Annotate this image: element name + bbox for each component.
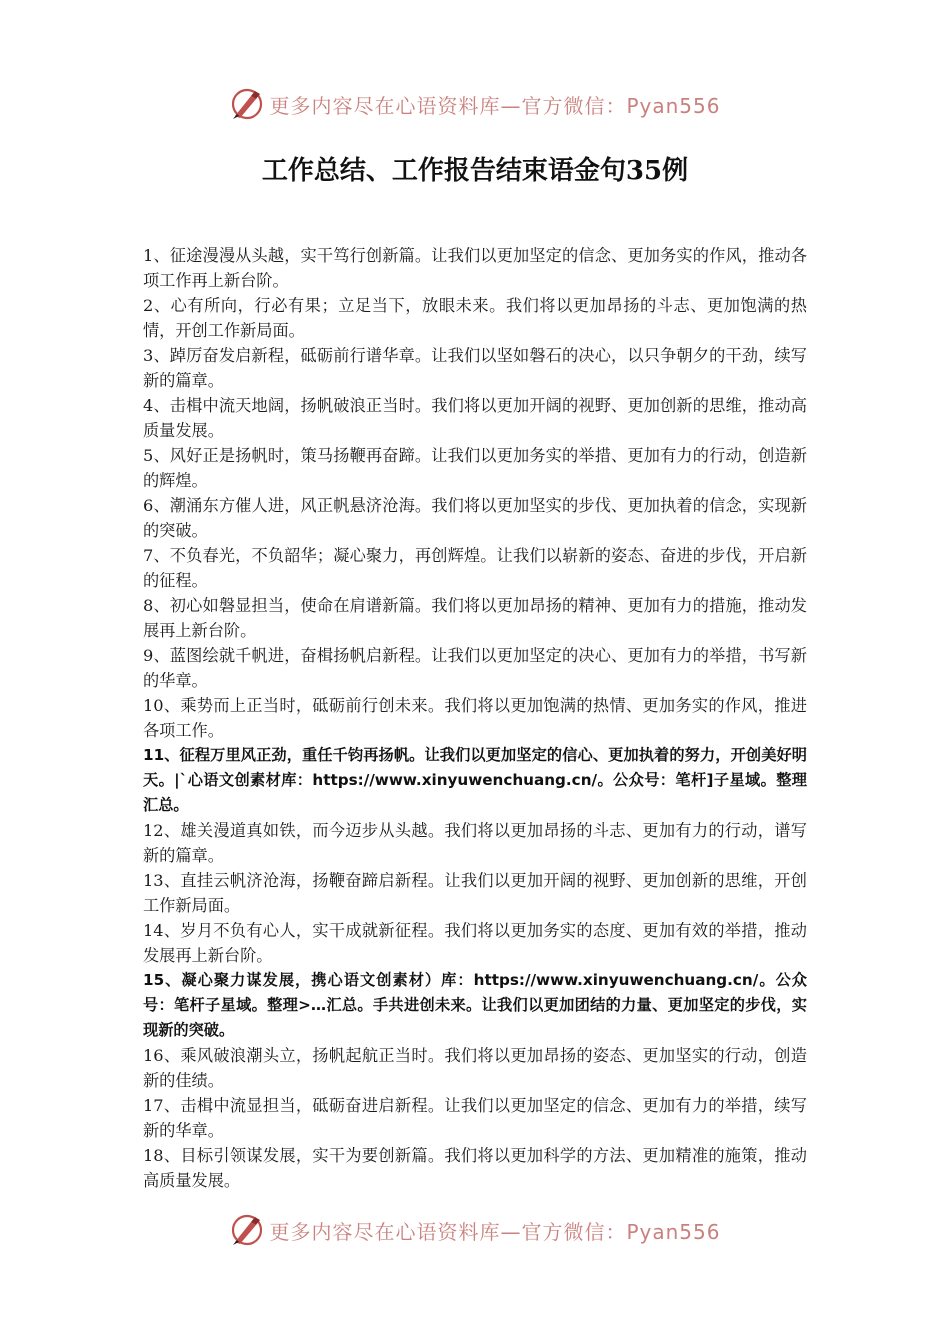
list-item: 3、踔厉奋发启新程，砥砺前行谱华章。让我们以坚如磐石的决心，以只争朝夕的干劲，续写新的篇章。 xyxy=(143,346,807,390)
list-item: 15、凝心聚力谋发展，携心语文创素材）库：https://www.xinyuwenchuang.cn/。公众号：笔杆子星域。整理>…汇总。手共进创未来。让我们以更加团结的力量、更加坚定的步伐，实现新的突破。 xyxy=(143,971,807,1039)
list-item: 18、目标引领谋发展，实干为要创新篇。我们将以更加科学的方法、更加精准的施策，推动高质量发展。 xyxy=(143,1146,807,1190)
list-item: 2、心有所向，行必有果；立足当下，放眼未来。我们将以更加昂扬的斗志、更加饱满的热情，开创工作新局面。 xyxy=(143,296,807,340)
item-list xyxy=(143,243,807,1193)
list-item: 7、不负春光，不负韶华；凝心聚力，再创辉煌。让我们以崭新的姿态、奋进的步伐，开启新的征程。 xyxy=(143,546,807,590)
footer-banner-text: 更多内容尽在心语资料库—官方微信：Pyan556 xyxy=(269,1219,721,1244)
header-banner-text: 更多内容尽在心语资料库—官方微信：Pyan556 xyxy=(269,93,721,118)
list-item: 1、征途漫漫从头越，实干笃行创新篇。让我们以更加坚定的信念、更加务实的作风，推动各项工作再上新台阶。 xyxy=(143,246,807,290)
fountain-pen-logo-icon xyxy=(229,86,265,122)
header-banner xyxy=(0,84,950,124)
list-item: 12、雄关漫道真如铁，而今迈步从头越。我们将以更加昂扬的斗志、更加有力的行动，谱写新的篇章。 xyxy=(143,821,807,865)
list-item: 6、潮涌东方催人进，风正帆悬济沧海。我们将以更加坚实的步伐、更加执着的信念，实现新的突破。 xyxy=(143,496,807,540)
list-item: 11、征程万里风正劲，重任千钧再扬帆。让我们以更加坚定的信心、更加执着的努力，开创美好明天。|`心语文创素材库：https://www.xinyuwenchuang.cn/。公众号：笔杆]子星域。整理汇总。 xyxy=(143,746,807,814)
list-item: 8、初心如磐显担当，使命在肩谱新篇。我们将以更加昂扬的精神、更加有力的措施，推动发展再上新台阶。 xyxy=(143,596,807,640)
list-item: 17、击楫中流显担当，砥砺奋进启新程。让我们以更加坚定的信念、更加有力的举措，续写新的华章。 xyxy=(143,1096,807,1140)
page-title: 工作总结、工作报告结束语金句35例 xyxy=(261,156,689,186)
list-item: 13、直挂云帆济沧海，扬鞭奋蹄启新程。让我们以更加开阔的视野、更加创新的思维，开创工作新局面。 xyxy=(143,871,807,915)
fountain-pen-logo-icon xyxy=(229,1212,265,1248)
list-item: 16、乘风破浪潮头立，扬帆起航正当时。我们将以更加昂扬的姿态、更加坚实的行动，创造新的佳绩。 xyxy=(143,1046,807,1090)
list-item: 5、风好正是扬帆时，策马扬鞭再奋蹄。让我们以更加务实的举措、更加有力的行动，创造新的辉煌。 xyxy=(143,446,807,490)
list-item: 4、击楫中流天地阔，扬帆破浪正当时。我们将以更加开阔的视野、更加创新的思维，推动高质量发展。 xyxy=(143,396,807,440)
list-item: 9、蓝图绘就千帆进，奋楫扬帆启新程。让我们以更加坚定的决心、更加有力的举措，书写新的华章。 xyxy=(143,646,807,690)
list-item: 14、岁月不负有心人，实干成就新征程。我们将以更加务实的态度、更加有效的举措，推动发展再上新台阶。 xyxy=(143,921,807,965)
footer-banner xyxy=(0,1210,950,1250)
list-item: 10、乘势而上正当时，砥砺前行创未来。我们将以更加饱满的热情、更加务实的作风，推进各项工作。 xyxy=(143,696,807,740)
